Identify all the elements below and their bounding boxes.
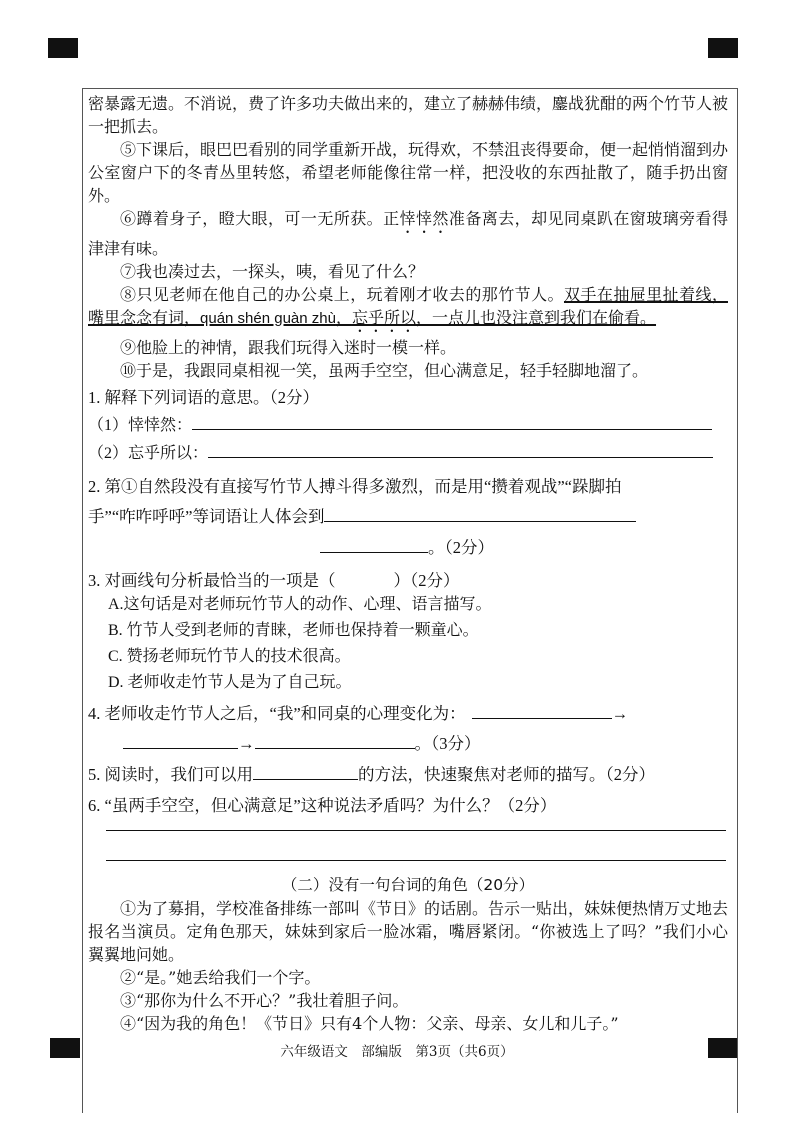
- question-2-line-3: 。（2分）: [88, 535, 728, 560]
- question-4: 4. 老师收走竹节人之后，“我”和同桌的心理变化为： →: [88, 704, 629, 723]
- option-d: D. 老师收走竹节人是为了自己玩。: [108, 674, 352, 691]
- passage2-paragraph-3: ③“那你为什么不开心？”我壮着胆子问。: [120, 991, 409, 1010]
- section-2-title: （二）没有一句台词的角色（20分）: [281, 876, 535, 894]
- arrow-icon: →: [611, 704, 629, 723]
- exam-content: [88, 92, 728, 1035]
- passage1-paragraph-8: ⑧只见老师在他自己的办公桌上，玩着刚才收去的那竹节人。双手在抽屉里扯着线，嘴里念念有词，quán shén guàn zhù，忘乎所以，一点儿也没注意到我们在偷看。: [88, 285, 728, 327]
- emphasized-word: 悻悻然: [399, 209, 449, 228]
- answer-line-6b[interactable]: [106, 860, 726, 861]
- passage2-paragraph-2: ②“是。”她丢给我们一个字。: [120, 968, 321, 987]
- passage2-paragraph-4: ④“因为我的角色！《节日》只有4个人物：父亲、母亲、女儿和儿子。”: [120, 1014, 619, 1033]
- answer-blank-1-2[interactable]: [208, 443, 713, 458]
- question-6: 6. “虽两手空空，但心满意足”这种说法矛盾吗？为什么？（2分）: [88, 796, 557, 815]
- page-footer: 六年级语文 部编版 第3页（共6页）: [280, 1044, 514, 1060]
- answer-blank-4b[interactable]: [123, 734, 238, 749]
- passage1-paragraph-7: ⑦我也凑过去，一探头，咦，看见了什么？: [120, 262, 425, 281]
- option-c: C. 赞扬老师玩竹节人的技术很高。: [108, 648, 351, 665]
- answer-blank-1-1[interactable]: [192, 415, 712, 430]
- underlined-sentence: 双手在抽屉里扯着线，嘴里念念有词，quán shén guàn zhù，忘乎所以，一点儿也没注意到我们在偷看。: [88, 285, 728, 327]
- question-2-line-2: 手”“咋咋呼呼”等词语让人体会到: [88, 504, 728, 529]
- arrow-icon: →: [238, 734, 255, 753]
- passage1-continuation: 密暴露无遗。不消说，费了许多功夫做出来的，建立了赫赫伟绩，鏖战犹酣的两个竹节人被一把抓去。: [88, 94, 729, 136]
- answer-line-6a[interactable]: [106, 830, 726, 831]
- answer-blank-2b[interactable]: [320, 538, 428, 553]
- passage1-paragraph-5: ⑤下课后，眼巴巴看别的同学重新开战，玩得欢，不禁沮丧得要命，便一起悄悄溜到办公室窗户下的冬青丛里转悠，希望老师能像往常一样，把没收的东西扯散了，随手扔出窗外。: [88, 140, 729, 205]
- passage1-paragraph-6: ⑥蹲着身子，瞪大眼，可一无所获。正悻悻然准备离去，却见同桌趴在窗玻璃旁看得津津有味。: [88, 209, 728, 258]
- question-1-2: （2）忘乎所以：: [88, 442, 728, 466]
- question-5: 5. 阅读时，我们可以用 的方法，快速聚焦对老师的描写。（2分）: [88, 765, 655, 784]
- answer-blank-4c[interactable]: [255, 734, 415, 749]
- answer-blank-2a[interactable]: [324, 507, 636, 522]
- question-4-line-2: → 。（3分）: [88, 731, 728, 756]
- answer-blank-4a[interactable]: [472, 704, 612, 719]
- registration-mark-top-right: [708, 38, 738, 58]
- question-1: 1. 解释下列词语的意思。（2分）: [88, 388, 319, 407]
- option-b: B. 竹节人受到老师的青睐，老师也保持着一颗童心。: [108, 622, 479, 639]
- passage2-paragraph-1: ①为了募捐，学校准备排练一部叫《节日》的话剧。告示一贴出，妹妹便热情万丈地去报名当演员。定角色那天，妹妹到家后一脸冰霜，嘴唇紧闭。“你被选上了吗？”我们小心翼翼地问她。: [88, 899, 729, 964]
- passage1-paragraph-10: ⑩于是，我跟同桌相视一笑，虽两手空空，但心满意足，轻手轻脚地溜了。: [120, 361, 649, 380]
- option-a: A.这句话是对老师玩竹节人的动作、心理、语言描写。: [108, 596, 492, 613]
- question-3: 3. 对画线句分析最恰当的一项是（ ）（2分）: [88, 571, 460, 590]
- question-1-1: （1）悻悻然：: [88, 414, 728, 438]
- answer-blank-5[interactable]: [253, 765, 358, 780]
- pinyin-text: quán shén guàn zhù: [200, 310, 336, 327]
- passage1-paragraph-9: ⑨他脸上的神情，跟我们玩得入迷时一模一样。: [120, 338, 457, 357]
- registration-mark-top-left: [48, 38, 78, 58]
- question-2: 2. 第①自然段没有直接写竹节人搏斗得多激烈，而是用“攒着观战”“跺脚拍: [88, 477, 622, 496]
- emphasized-word: 忘乎所以: [351, 308, 416, 327]
